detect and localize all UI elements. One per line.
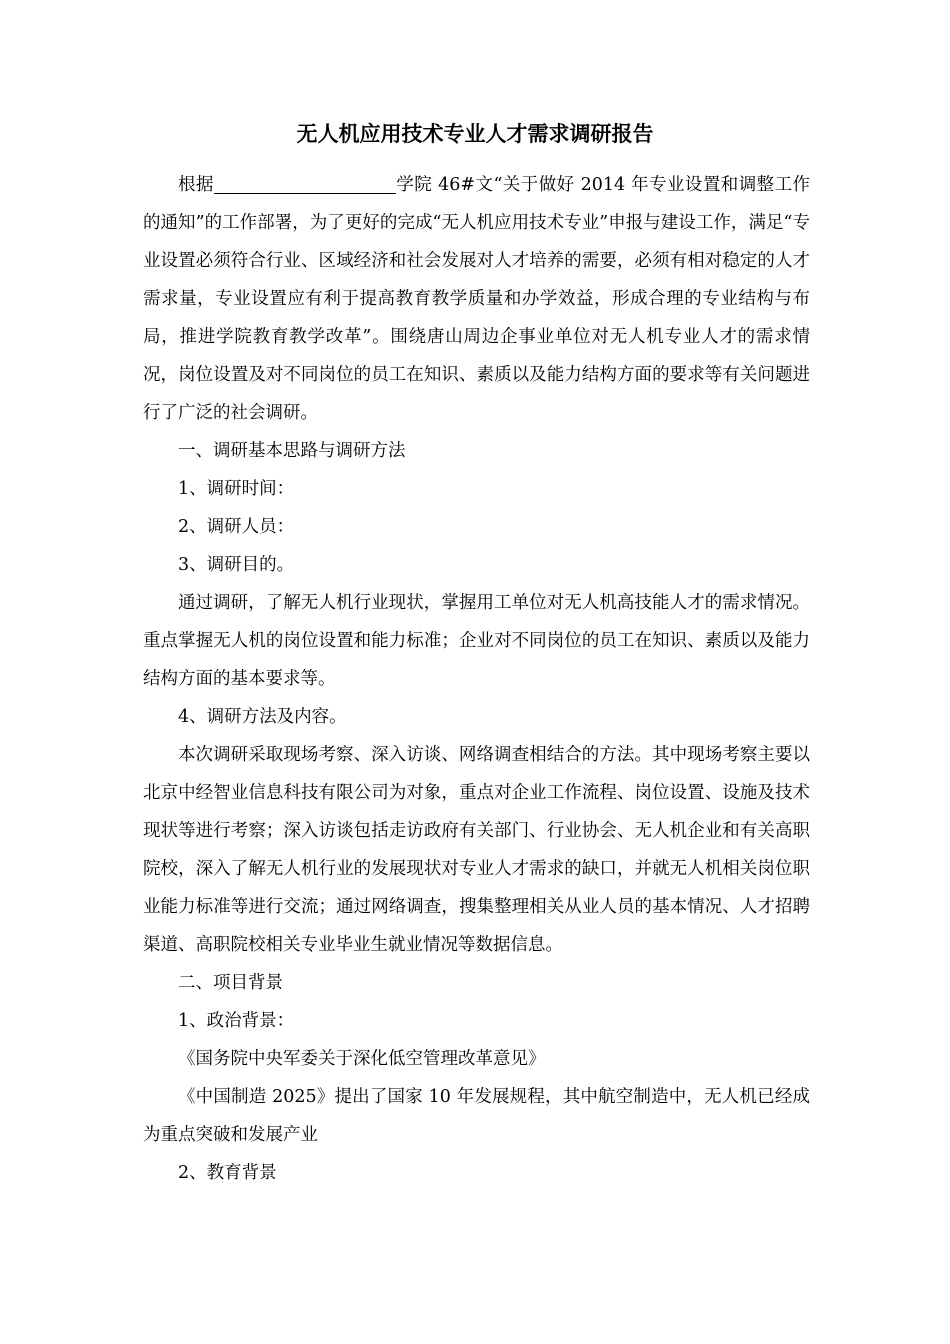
item-survey-purpose: 3、调研目的。 (178, 555, 295, 575)
item-political-background: 1、政治背景： (178, 1011, 295, 1031)
document-title: 无人机应用技术专业人才需求调研报告 (296, 122, 654, 146)
methods-paragraph: 本次调研采取现场考察、深入访谈、网络调查相结合的方法。其中现场考察主要以北京中经智业信息科技有限公司为对象，重点对企业工作流程、岗位设置、设施及技术现状等进行考察；深入访谈包括走访政府有关部门、行业协会、无人机企业和有关高职院校，深入了解无人机行业的发展现状对专业人才需求的缺口，并就无人机相关岗位职业能力标准等进行交流；通过网络调查，搜集整理相关从业人员的基本情况、人才招聘渠道、高职院校相关专业毕业生就业情况等数据信息。 (143, 745, 810, 955)
intro-paragraph (143, 166, 810, 432)
fill-in-blank (214, 169, 396, 194)
policy-document-1: 《国务院中央军委关于深化低空管理改革意见》 (178, 1049, 546, 1069)
item-education-background: 2、教育背景 (178, 1163, 277, 1183)
purpose-paragraph: 通过调研，了解无人机行业现状，掌握用工单位对无人机高技能人才的需求情况。重点掌握无人机的岗位设置和能力标准；企业对不同岗位的员工在知识、素质以及能力结构方面的基本要求等。 (143, 593, 810, 689)
section-heading-methods: 一、调研基本思路与调研方法 (178, 441, 406, 461)
document-body (143, 166, 810, 1192)
item-survey-methods: 4、调研方法及内容。 (178, 707, 347, 727)
intro-text: 学院 46#文“关于做好 2014 年专业设置和调整工作的通知”的工作部署，为了更好的完成“无人机应用技术专业”申报与建设工作，满足“专业设置必须符合行业、区域经济和社会发展对人才培养的需要，必须有相对稳定的人才需求量，专业设置应有利于提高教育教学质量和办学效益，形成合理的专业结构与布局，推进学院教育教学改革”。围绕唐山周边企事业单位对无人机专业人才的需求情况，岗位设置及对不同岗位的员工在知识、素质以及能力结构方面的要求等有关问题进行了广泛的社会调研。 (143, 175, 811, 423)
item-survey-staff: 2、调研人员： (178, 517, 295, 537)
intro-prefix: 根据 (178, 175, 214, 195)
policy-document-2: 《中国制造 2025》提出了国家 10 年发展规程，其中航空制造中，无人机已经成为重点突破和发展产业 (143, 1087, 810, 1145)
section-heading-background: 二、项目背景 (178, 973, 283, 993)
item-survey-time: 1、调研时间： (178, 479, 295, 499)
